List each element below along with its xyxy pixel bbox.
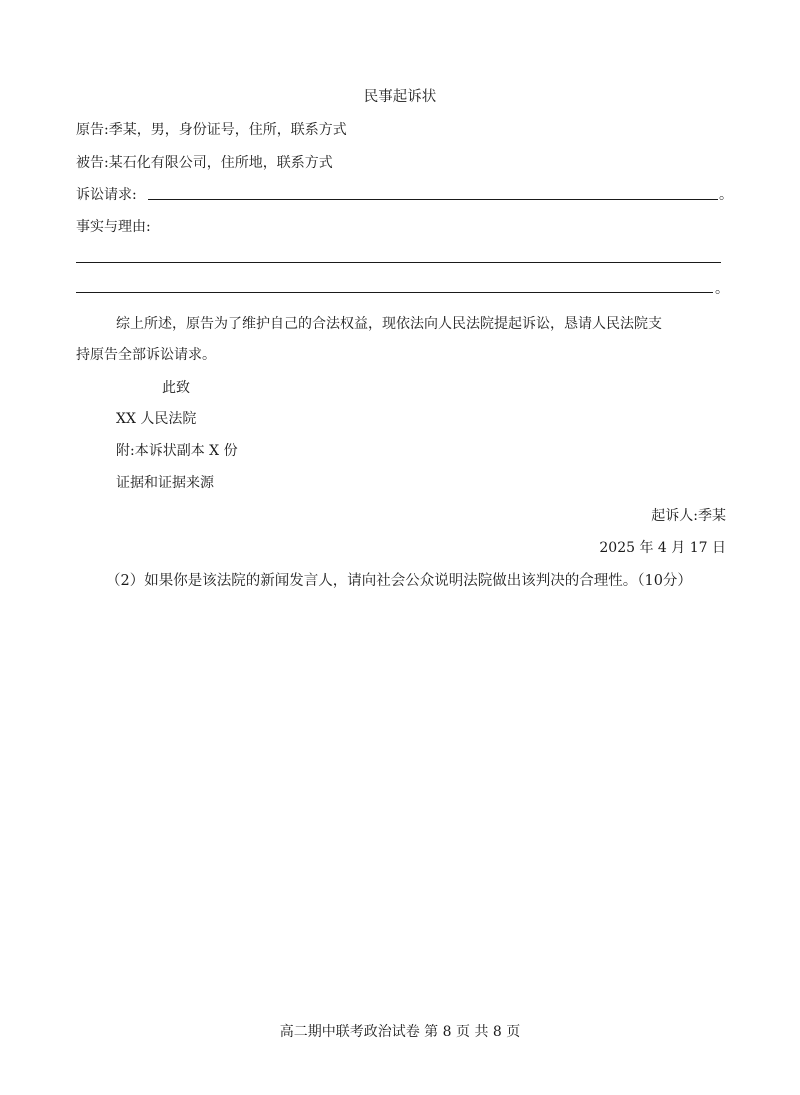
claims-label: 诉讼请求: — [76, 187, 137, 203]
page-footer: 高二期中联考政治试卷 第 8 页 共 8 页 — [279, 1024, 521, 1040]
defendant-line: 被告:某石化有限公司，住所地，联系方式 — [76, 155, 333, 171]
question-2: （2）如果你是该法院的新闻发言人，请向社会公众说明法院做出该判决的合理性。（10分） — [106, 573, 692, 589]
facts-blank-line-2 — [76, 292, 713, 293]
claims-blank-line — [148, 199, 718, 200]
evidence-line: 证据和证据来源 — [116, 475, 214, 491]
date: 2025 年 4 月 17 日 — [599, 540, 726, 556]
plaintiff-line: 原告:季某，男，身份证号，住所，联系方式 — [76, 122, 347, 138]
facts-label: 事实与理由: — [76, 219, 151, 235]
facts-blank-line-1 — [76, 262, 721, 263]
salutation: 此致 — [162, 380, 190, 396]
attachment-line: 附:本诉状副本 X 份 — [116, 443, 238, 459]
court-name: XX 人民法院 — [116, 411, 197, 427]
complaint-title: 民事起诉状 — [363, 89, 437, 105]
facts-end-mark: 。 — [715, 281, 729, 297]
summary-line-2: 持原告全部诉讼请求。 — [76, 347, 216, 363]
signature: 起诉人:季某 — [651, 508, 726, 524]
summary-line-1: 综上所述，原告为了维护自己的合法权益，现依法向人民法院提起诉讼，恳请人民法院支 — [116, 316, 662, 332]
claims-end-mark: 。 — [719, 187, 733, 203]
